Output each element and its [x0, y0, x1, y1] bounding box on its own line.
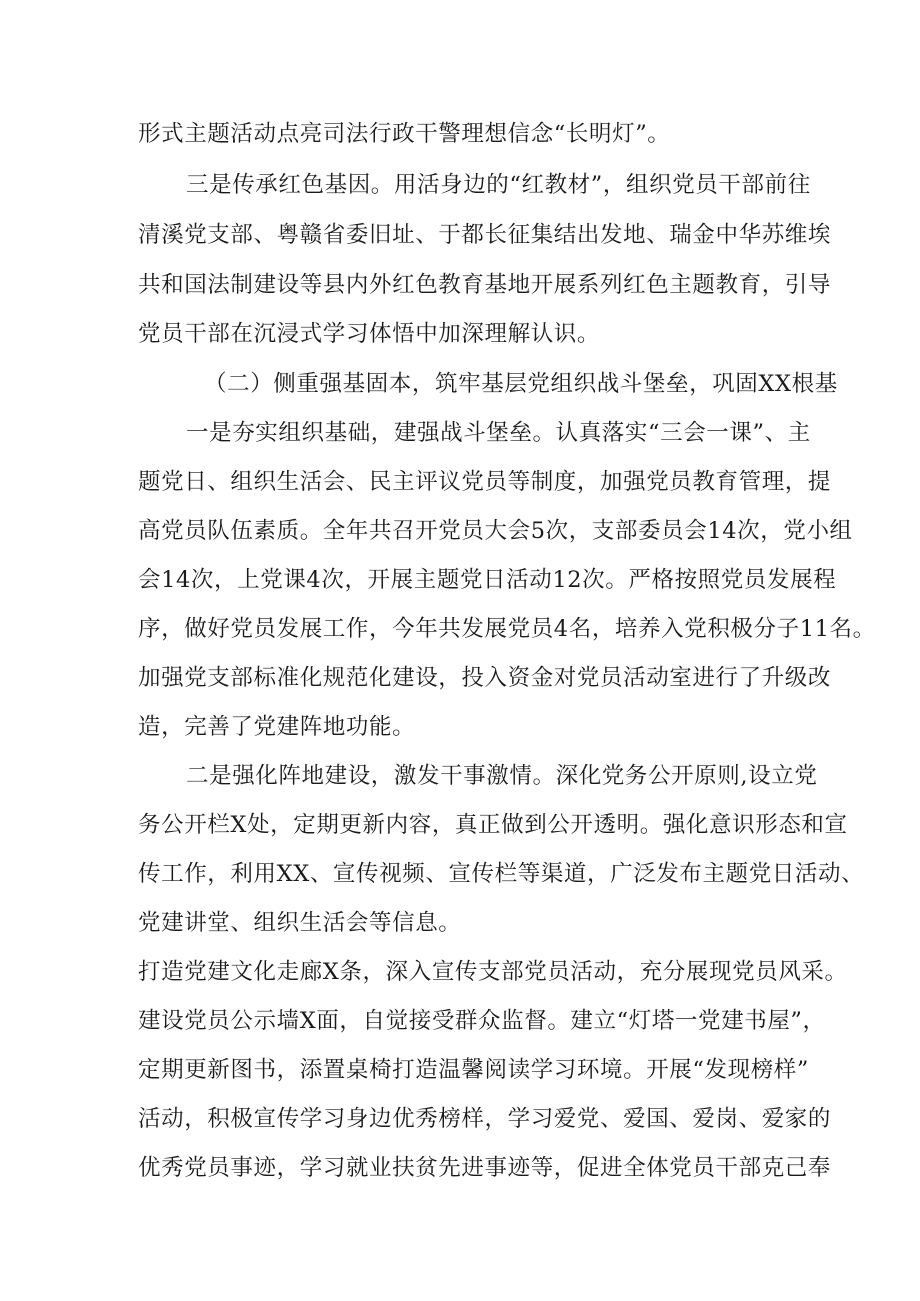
text-line: 形式主题活动点亮司法行政干警理想信念“长明灯”。	[138, 121, 671, 147]
text-line: 活动，积极宣传学习身边优秀榜样，学习爱党、爱国、爱岗、爱家的	[138, 1106, 832, 1132]
text-line: 打造党建文化走廊X条，深入宣传支部党员活动，充分展现党员风采。	[138, 959, 848, 985]
text-line: 党建讲堂、组织生活会等信息。	[138, 910, 462, 936]
text-line: 务公开栏X处，定期更新内容，真正做到公开透明。强化意识形态和宣	[138, 812, 848, 838]
text-line: 二是强化阵地建设，激发干事激情。深化党务公开原则,设立党	[186, 763, 818, 789]
text-line: 党员干部在沉浸式学习体悟中加深理解认识。	[138, 321, 601, 347]
text-line: 造，完善了党建阵地功能。	[138, 714, 416, 740]
text-line: 序，做好党员发展工作，今年共发展党员4名，培养入党积极分子11名。	[138, 616, 876, 642]
text-line: 题党日、组织生活会、民主评议党员等制度，加强党员教育管理，提	[138, 469, 832, 495]
text-line: 加强党支部标准化规范化建设，投入资金对党员活动室进行了升级改	[138, 665, 832, 691]
text-line: 三是传承红色基因。用活身边的“红教材”，组织党员干部前往	[186, 172, 811, 198]
text-line: 传工作，利用XX、宣传视频、宣传栏等渠道，广泛发布主题党日活动、	[138, 861, 865, 887]
section-heading: （二）侧重强基固本，筑牢基层党组织战斗堡垒，巩固XX根基	[204, 371, 838, 397]
text-line: 会14次，上党课4次，开展主题党日活动12次。严格按照党员发展程	[138, 567, 837, 593]
text-line: 清溪党支部、粤赣省委旧址、于都长征集结出发地、瑞金中华苏维埃	[138, 222, 832, 248]
text-line: 建设党员公示墙X面，自觉接受群众监督。建立“灯塔一党建书屋”，	[138, 1008, 826, 1034]
text-line: 一是夯实组织基础，建强战斗堡垒。认真落实“三会一课”、主	[186, 420, 811, 446]
text-line: 定期更新图书，添置桌椅打造温馨阅读学习环境。开展“发现榜样”	[138, 1057, 810, 1083]
text-line: 优秀党员事迹，学习就业扶贫先进事迹等，促进全体党员干部克己奉	[138, 1155, 832, 1181]
text-line: 高党员队伍素质。全年共召开党员大会5次，支部委员会14次，党小组	[138, 518, 853, 544]
text-line: 共和国法制建设等县内外红色教育基地开展系列红色主题教育，引导	[138, 272, 832, 298]
